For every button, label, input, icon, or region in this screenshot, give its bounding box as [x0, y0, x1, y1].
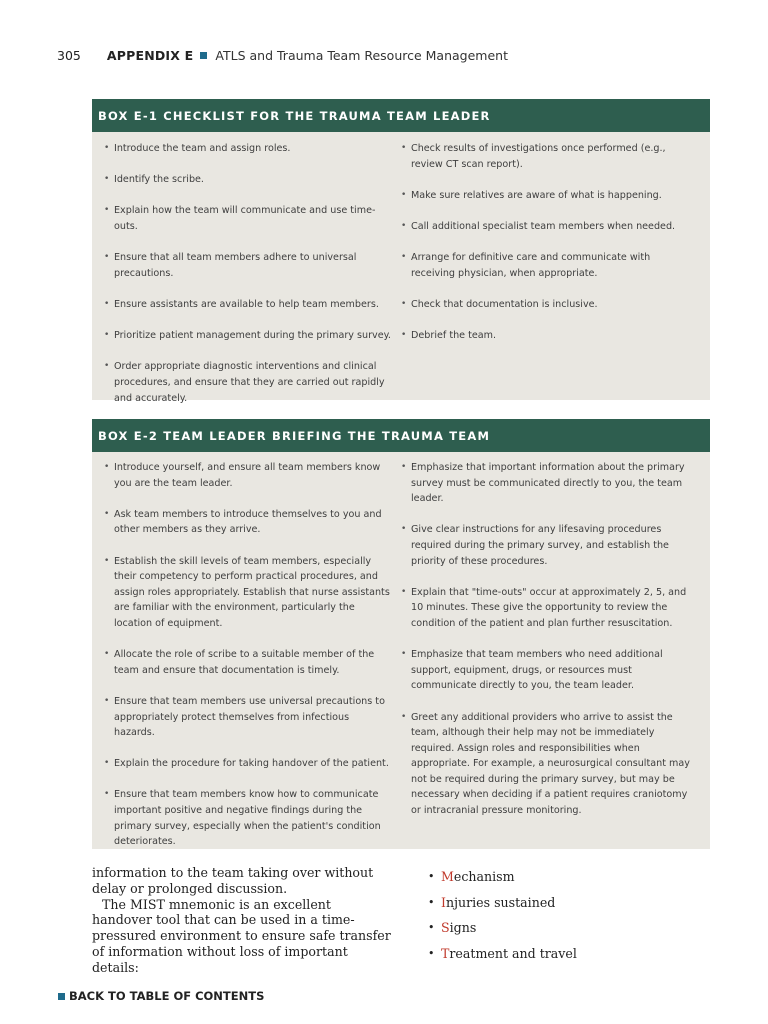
- mist-item: • I njuries sustained: [428, 894, 556, 910]
- body-text: [92, 865, 392, 976]
- footer-square-icon: [58, 993, 65, 1000]
- list-item: • Emphasize that important information about the primary survey must be communicated directly to you, the team leader.: [401, 460, 693, 507]
- box-e2-left-list: [104, 460, 401, 850]
- list-item: • Ensure assistants are available to help team members.: [104, 297, 392, 313]
- box-e1-left-list: [104, 141, 401, 406]
- mist-initial: I: [441, 894, 446, 910]
- box-e1-title: BOX E-1 CHECKLIST FOR THE TRAUMA TEAM LEADER: [92, 99, 710, 132]
- mist-list: [428, 864, 577, 966]
- mist-initial: T: [441, 946, 450, 962]
- paragraph: The MIST mnemonic is an excellent handover tool that can be used in a time-pressured environment to ensure safe transfer of information without loss of important details:: [92, 896, 391, 975]
- list-item: • Ensure that team members know how to communicate important positive and negative findings during the primary survey, especially when the patient's condition deteriorates.: [104, 787, 392, 849]
- mist-item: • T reatment and travel: [428, 946, 577, 962]
- list-item: • Emphasize that team members who need additional support, equipment, drugs, or resources must communicate directly to you, the team leader.: [401, 647, 693, 694]
- back-to-contents-label[interactable]: BACK TO TABLE OF CONTENTS: [69, 989, 265, 1003]
- list-item: • Allocate the role of scribe to a suitable member of the team and ensure that documentation is timely.: [104, 647, 392, 678]
- mist-item: • M echanism: [428, 869, 515, 885]
- list-item: • Introduce the team and assign roles.: [104, 141, 392, 157]
- list-item: • Call additional specialist team members when needed.: [401, 219, 693, 235]
- mist-rest: reatment and travel: [449, 946, 577, 962]
- list-item: • Arrange for definitive care and communicate with receiving physician, when appropriate.: [401, 250, 693, 281]
- list-item: • Establish the skill levels of team members, especially their competency to perform practical procedures, and assign roles appropriately. Establish that nurse assistants are familiar with the environment, particularly the location of equipment.: [104, 554, 392, 632]
- list-item: • Explain the procedure for taking handover of the patient.: [104, 756, 392, 772]
- chapter-title: ATLS and Trauma Team Resource Management: [215, 48, 508, 63]
- header-square-icon: [200, 52, 207, 59]
- appendix-label: APPENDIX E: [106, 48, 194, 63]
- mist-item: • S igns: [428, 920, 477, 936]
- page-number: 305: [57, 48, 81, 63]
- box-e1-right-list: [401, 141, 710, 344]
- list-item: • Greet any additional providers who arrive to assist the team, although their help may not be immediately required. Assign roles and responsibilities when appropriate. For example, a neurosurgical consultant may not be required during the primary survey, but may be necessary when deciding if a patient requires craniotomy or intracranial pressure monitoring.: [401, 710, 693, 819]
- list-item: • Ask team members to introduce themselves to you and other members as they arrive.: [104, 507, 392, 538]
- list-item: • Identify the scribe.: [104, 172, 392, 188]
- list-item: • Check that documentation is inclusive.: [401, 297, 693, 313]
- box-e2-right-list: [401, 460, 710, 819]
- page-header: [57, 48, 508, 63]
- box-e1: [92, 99, 710, 404]
- list-item: • Make sure relatives are aware of what is happening.: [401, 188, 693, 204]
- mist-rest: njuries sustained: [445, 894, 556, 910]
- list-item: • Give clear instructions for any lifesaving procedures required during the primary survey, and establish the priority of these procedures.: [401, 522, 693, 569]
- list-item: • Ensure that team members use universal precautions to appropriately protect themselves from infectious hazards.: [104, 694, 392, 741]
- mist-initial: S: [441, 920, 450, 936]
- list-item: • Prioritize patient management during the primary survey.: [104, 328, 392, 344]
- list-item: • Debrief the team.: [401, 328, 693, 344]
- list-item: • Check results of investigations once performed (e.g., review CT scan report).: [401, 141, 693, 172]
- list-item: • Introduce yourself, and ensure all team members know you are the team leader.: [104, 460, 392, 491]
- list-item: • Ensure that all team members adhere to universal precautions.: [104, 250, 392, 281]
- mist-rest: igns: [449, 920, 477, 936]
- list-item: • Explain how the team will communicate and use time-outs.: [104, 203, 392, 234]
- mist-rest: echanism: [453, 869, 515, 885]
- box-e2-title: BOX E-2 TEAM LEADER BRIEFING THE TRAUMA TEAM: [92, 419, 710, 452]
- list-item: • Explain that "time-outs" occur at approximately 2, 5, and 10 minutes. These give the opportunity to review the condition of the patient and plan further resuscitation.: [401, 585, 693, 632]
- mist-initial: M: [441, 869, 454, 885]
- back-to-contents-link[interactable]: [58, 989, 264, 1003]
- box-e2: [92, 419, 710, 849]
- list-item: • Order appropriate diagnostic interventions and clinical procedures, and ensure that they are carried out rapidly and accurately.: [104, 359, 392, 406]
- paragraph: information to the team taking over without delay or prolonged discussion.: [92, 865, 374, 896]
